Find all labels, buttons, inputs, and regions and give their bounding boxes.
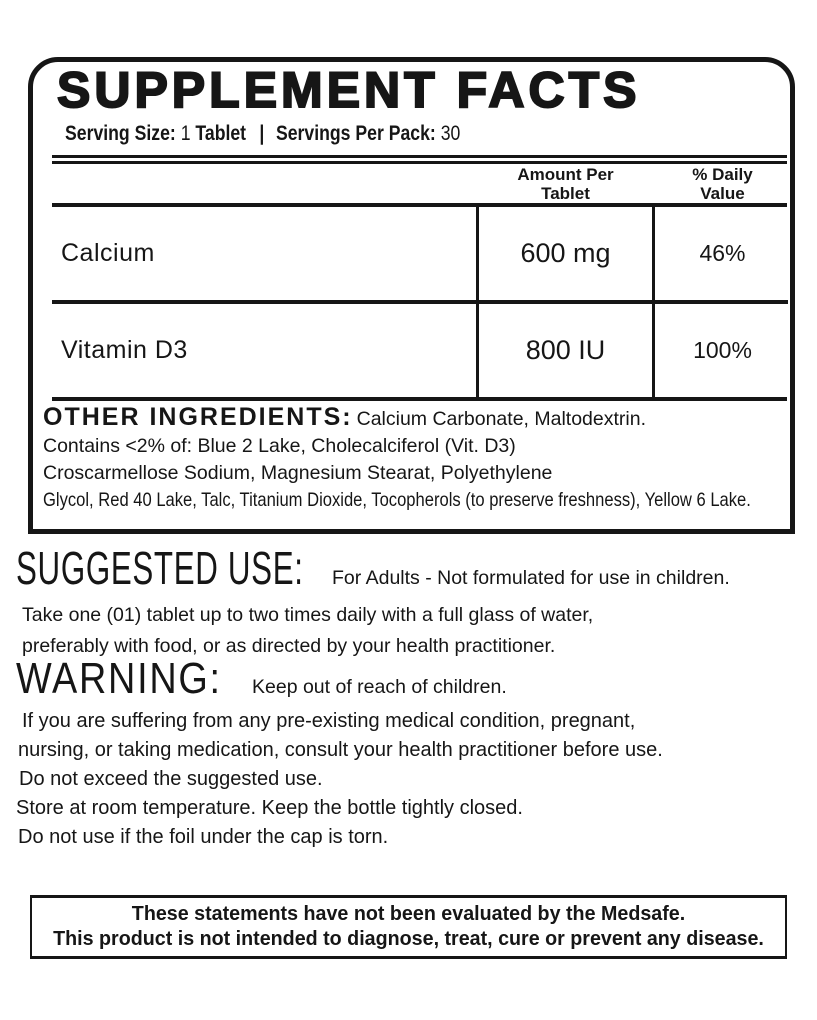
warning-heading: WARNING:: [16, 654, 222, 703]
nutrient-name: Vitamin D3: [61, 336, 188, 364]
table-row-vitamin-d3: [33, 304, 790, 397]
warning-line: If you are suffering from any pre-existing medical condition, pregnant,: [22, 710, 636, 732]
nutrient-amount: 600 mg: [476, 207, 655, 300]
table-header-row: [33, 164, 790, 203]
double-rule: [33, 155, 790, 164]
warning-line: Do not use if the foil under the cap is torn.: [18, 826, 389, 848]
nutrient-table: [33, 207, 790, 397]
nutrient-daily-value: 100%: [693, 337, 752, 363]
suggested-use-section: [16, 542, 810, 662]
other-ingredients-line: Croscarmellose Sodium, Magnesium Stearat, Polyethylene: [43, 462, 553, 484]
other-ingredients-heading: OTHER INGREDIENTS:: [43, 403, 353, 431]
serving-separator: |: [259, 122, 265, 145]
serving-size-value: 1: [180, 122, 191, 145]
other-ingredients-section: [33, 401, 790, 514]
serving-size-unit: Tablet: [195, 122, 247, 145]
facts-panel: [28, 57, 795, 534]
nutrient-amount: 800 IU: [476, 304, 655, 397]
warning-inline: Keep out of reach of children.: [252, 676, 507, 698]
warning-line: Do not exceed the suggested use.: [19, 768, 323, 790]
disclaimer-box: [30, 895, 787, 959]
warning-line: Store at room temperature. Keep the bottle tightly closed.: [16, 797, 523, 819]
disclaimer-line: This product is not intended to diagnose, treat, cure or prevent any disease.: [53, 927, 764, 950]
table-row-calcium: [33, 207, 790, 300]
suggested-use-text: [22, 600, 810, 662]
warning-section: [16, 654, 810, 852]
nutrient-daily-value: 46%: [699, 240, 746, 266]
other-ingredients-line: Glycol, Red 40 Lake, Talc, Titanium Dioxide, Tocopherols (to preserve freshness), Yellow 6 Lake.: [43, 489, 751, 511]
serving-size-label: Serving Size:: [65, 122, 176, 145]
servings-per-pack-label: Servings Per Pack:: [275, 122, 436, 145]
amount-per-tablet-header: Amount Per Tablet: [517, 165, 614, 204]
suggested-use-inline: For Adults - Not formulated for use in children.: [332, 567, 730, 589]
panel-title: SUPPLEMENT FACTS: [57, 62, 641, 118]
other-ingredients-line: Contains <2% of: Blue 2 Lake, Cholecalciferol (Vit. D3): [43, 435, 516, 457]
warning-text: [16, 707, 810, 852]
nutrient-name: Calcium: [61, 239, 155, 267]
daily-value-header: % Daily Value: [692, 165, 753, 204]
suggested-use-heading: SUGGESTED USE:: [16, 542, 304, 594]
disclaimer-line: These statements have not been evaluated by the Medsafe.: [131, 902, 686, 925]
other-ingredients-inline: Calcium Carbonate, Maltodextrin.: [356, 408, 647, 430]
servings-per-pack-value: 30: [440, 122, 461, 145]
suggested-use-line: Take one (01) tablet up to two times daily with a full glass of water,: [22, 604, 594, 626]
serving-size-line: [65, 122, 790, 146]
warning-line: nursing, or taking medication, consult your health practitioner before use.: [18, 739, 663, 761]
suggested-use-line: preferably with food, or as directed by your health practitioner.: [22, 635, 556, 657]
